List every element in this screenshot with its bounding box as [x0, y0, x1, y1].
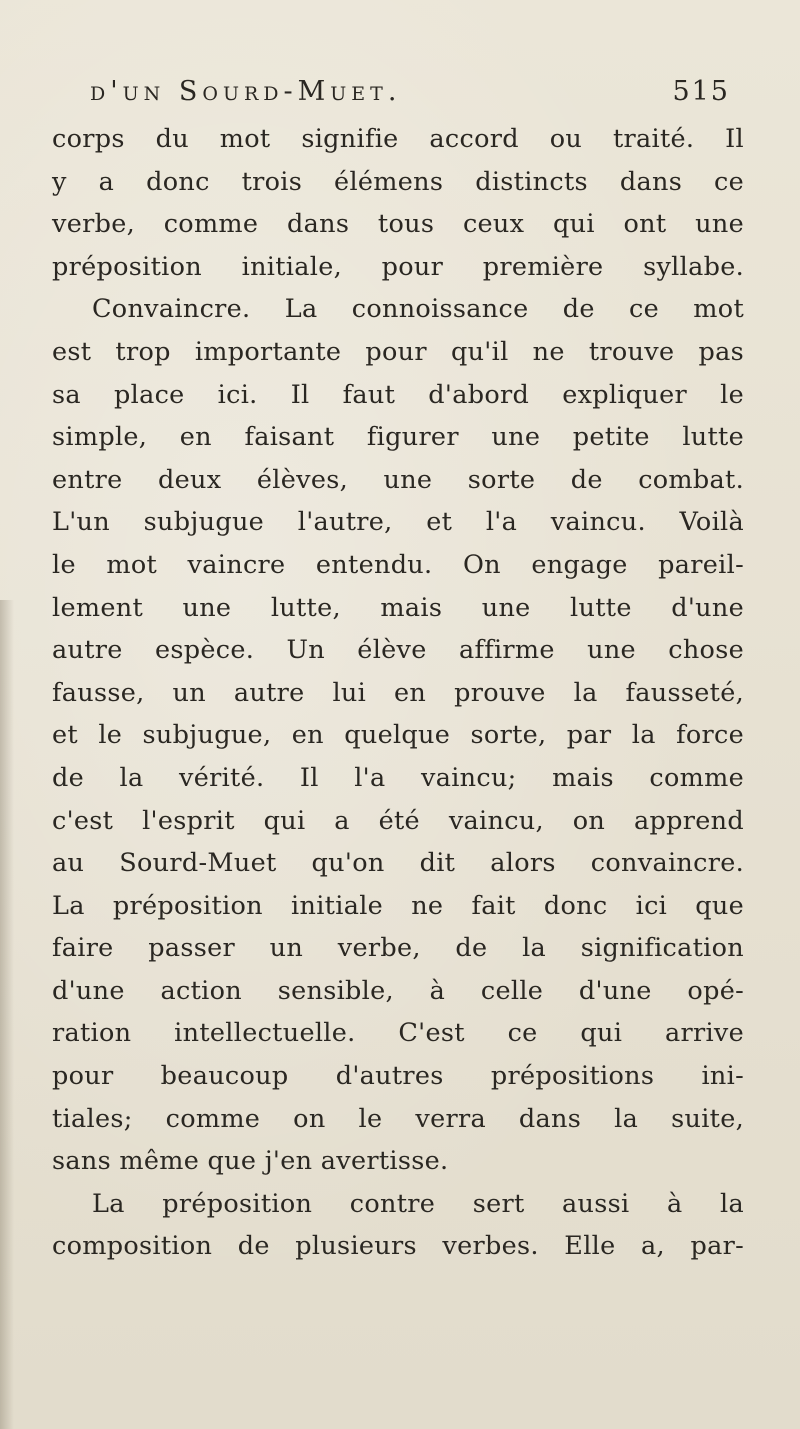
text-line: fausse, un autre lui en prouve la fausseté,: [52, 677, 744, 708]
text-line: pour beaucoup d'autres prépositions ini-: [52, 1061, 744, 1092]
body-text: [52, 118, 744, 1268]
text-line: y a donc trois élémens distincts dans ce: [52, 166, 744, 197]
text-line: tiales; comme on le verra dans la suite,: [52, 1103, 744, 1134]
text-line: L'un subjugue l'autre, et l'a vaincu. Voilà: [52, 507, 744, 538]
text-line: autre espèce. Un élève affirme une chose: [52, 635, 744, 666]
text-line: verbe, comme dans tous ceux qui ont une: [52, 209, 744, 240]
text-line: corps du mot signifie accord ou traité. Il: [52, 124, 744, 154]
page-number: 515: [672, 76, 730, 107]
text-line: au Sourd-Muet qu'on dit alors convaincre.: [52, 848, 744, 879]
text-line: faire passer un verbe, de la signification: [52, 933, 744, 964]
page-gutter-shadow: [0, 600, 14, 1429]
text-line: le mot vaincre entendu. On engage pareil-: [52, 549, 744, 580]
text-line: d'une action sensible, à celle d'une opé-: [52, 975, 744, 1006]
text-line: sans même que j'en avertisse.: [52, 1146, 449, 1177]
text-line: lement une lutte, mais une lutte d'une: [52, 592, 744, 623]
text-line: est trop importante pour qu'il ne trouve pas: [52, 336, 744, 367]
text-line: La préposition contre sert aussi à la: [92, 1188, 744, 1219]
text-line: préposition initiale, pour première syllabe.: [52, 251, 744, 282]
text-line: de la vérité. Il l'a vaincu; mais comme: [52, 762, 744, 793]
text-line: simple, en faisant figurer une petite lutte: [52, 422, 744, 453]
running-head: d'un Sourd-Muet.: [90, 76, 402, 107]
text-line: et le subjugue, en quelque sorte, par la force: [52, 720, 744, 751]
text-line: sa place ici. Il faut d'abord expliquer le: [52, 379, 744, 410]
text-line: composition de plusieurs verbes. Elle a, par-: [52, 1231, 744, 1262]
text-line: Convaincre. La connoissance de ce mot: [92, 294, 744, 325]
text-line: c'est l'esprit qui a été vaincu, on apprend: [52, 805, 744, 836]
text-line: La préposition initiale ne fait donc ici que: [52, 890, 744, 921]
text-line: ration intellectuelle. C'est ce qui arrive: [52, 1018, 744, 1049]
text-line: entre deux élèves, une sorte de combat.: [52, 464, 744, 495]
